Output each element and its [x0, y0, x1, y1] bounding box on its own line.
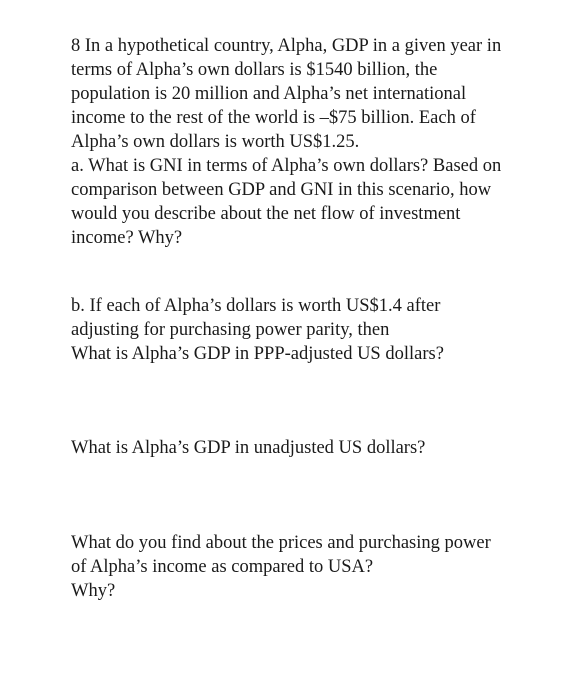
- text-line: Alpha’s own dollars is worth US$1.25.: [71, 132, 360, 152]
- text-line: 8 In a hypothetical country, Alpha, GDP in a given year in: [71, 36, 502, 56]
- text-line: of Alpha’s income as compared to USA?: [71, 557, 374, 577]
- text-line: b. If each of Alpha’s dollars is worth US$1.4 after: [71, 296, 441, 316]
- text-line: Why?: [71, 581, 116, 601]
- text-line: would you describe about the net flow of investment: [71, 204, 461, 224]
- text-line: population is 20 million and Alpha’s net international: [71, 84, 467, 104]
- text-line: adjusting for purchasing power parity, then: [71, 320, 390, 340]
- text-line: What is Alpha’s GDP in unadjusted US dollars?: [71, 438, 426, 458]
- text-line: comparison between GDP and GNI in this scenario, how: [71, 180, 492, 200]
- text-line: What is Alpha’s GDP in PPP-adjusted US dollars?: [71, 344, 444, 364]
- text-line: income? Why?: [71, 228, 183, 248]
- text-line: income to the rest of the world is –$75 billion. Each of: [71, 108, 476, 128]
- text-line: a. What is GNI in terms of Alpha’s own dollars? Based on: [71, 156, 502, 176]
- text-line: terms of Alpha’s own dollars is $1540 billion, the: [71, 60, 438, 80]
- text-line: What do you find about the prices and purchasing power: [71, 533, 491, 553]
